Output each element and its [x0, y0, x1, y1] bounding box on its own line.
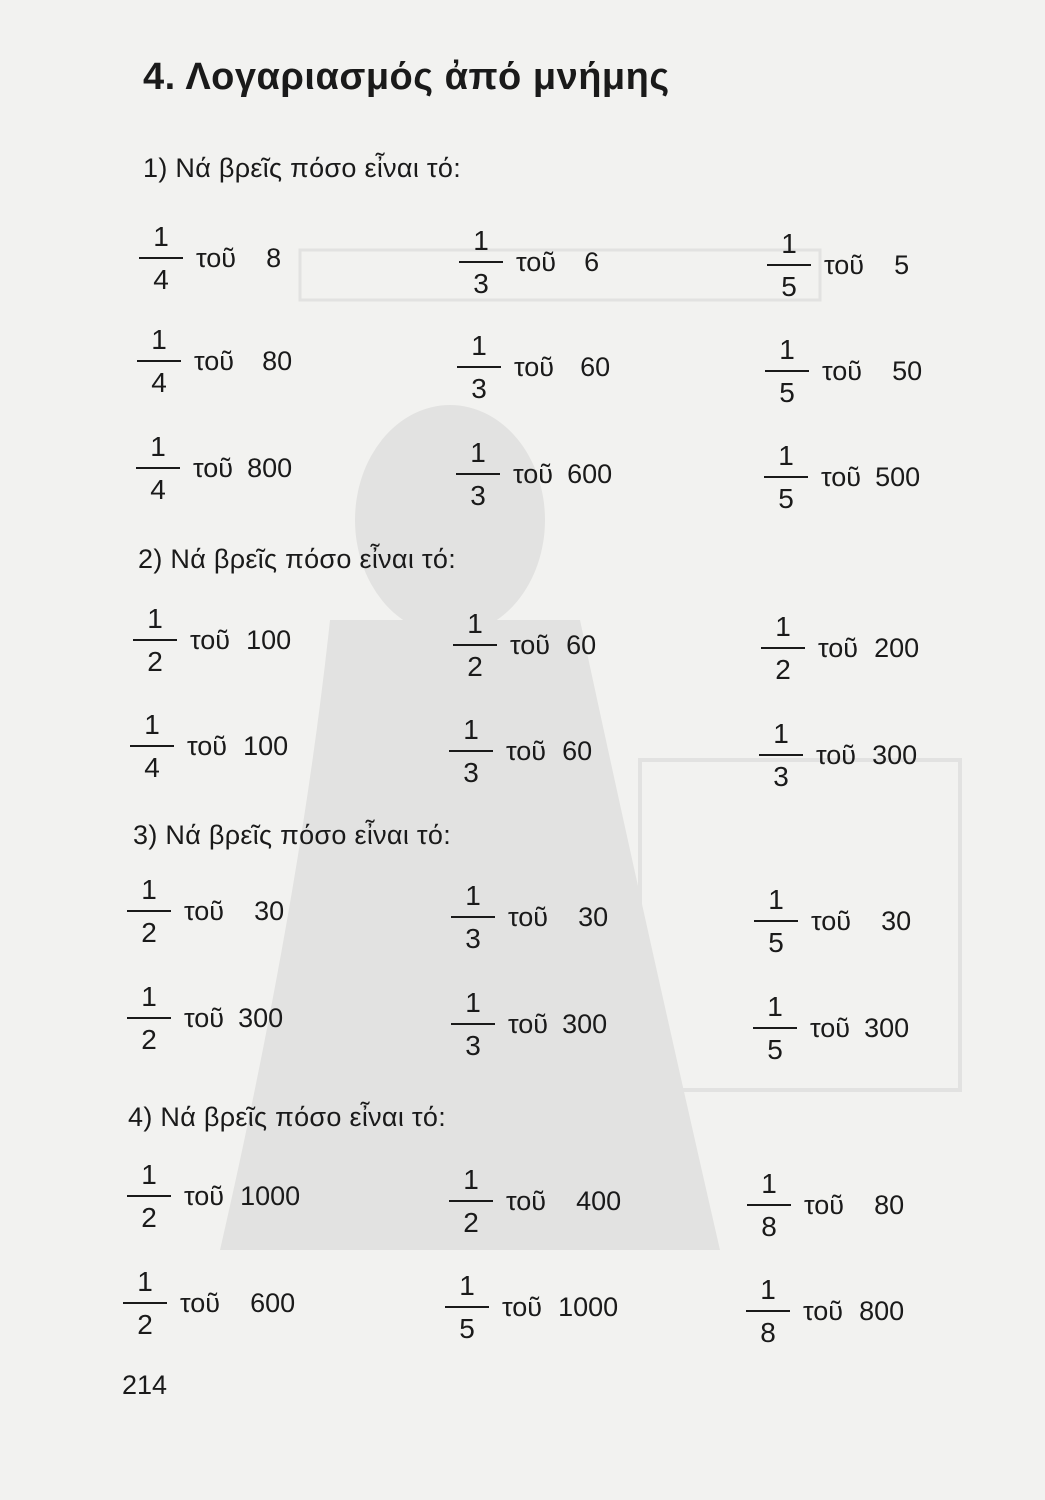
whole-value: 60 [562, 735, 593, 766]
of-word: τοῦ [180, 1287, 221, 1318]
fraction [126, 1158, 172, 1233]
denominator: 3 [470, 479, 486, 511]
denominator: 5 [768, 926, 784, 958]
whole-value: 80 [262, 345, 293, 376]
numerator: 1 [781, 227, 797, 259]
whole-value: 60 [580, 351, 611, 382]
fraction [752, 990, 798, 1065]
page-title: 4. Λογαριασμός ἀπό μνήμης [143, 56, 670, 98]
of-word: τοῦ [196, 242, 237, 273]
whole-value: 6 [584, 246, 600, 277]
denominator: 2 [141, 1201, 157, 1233]
denominator: 8 [761, 1210, 777, 1242]
of-word: τοῦ [184, 895, 225, 926]
whole-value: 50 [892, 355, 923, 386]
fraction [136, 323, 182, 398]
page-number: 214 [122, 1370, 168, 1400]
numerator: 1 [463, 713, 479, 745]
problem-2-1-2 [452, 605, 712, 685]
of-word: τοῦ [818, 632, 859, 663]
of-word: τοῦ [187, 730, 228, 761]
fraction [138, 220, 184, 295]
section-4-heading: 4) Νά βρεῖς πόσο εἶναι τό: [128, 1102, 447, 1132]
of-word: τοῦ [194, 345, 235, 376]
problem-4-1-2 [448, 1161, 708, 1241]
numerator: 1 [779, 333, 795, 365]
numerator: 1 [141, 873, 157, 905]
denominator: 5 [779, 376, 795, 408]
problem-4-2-3 [745, 1271, 1005, 1351]
denominator: 3 [465, 1029, 481, 1061]
numerator: 1 [465, 986, 481, 1018]
problem-3-2-1 [126, 978, 386, 1058]
denominator: 2 [147, 645, 163, 677]
of-word: τοῦ [824, 249, 865, 280]
denominator: 2 [141, 1023, 157, 1055]
problem-3-1-3 [753, 881, 1013, 961]
numerator: 1 [761, 1167, 777, 1199]
denominator: 4 [153, 263, 169, 295]
whole-value: 500 [875, 461, 921, 492]
of-word: τοῦ [516, 246, 557, 277]
problem-4-2-1 [122, 1263, 382, 1343]
fraction [444, 1269, 490, 1344]
whole-value: 200 [874, 632, 920, 663]
numerator: 1 [778, 439, 794, 471]
fraction [758, 717, 804, 792]
whole-value: 800 [247, 452, 293, 483]
denominator: 5 [767, 1033, 783, 1065]
denominator: 4 [144, 751, 160, 783]
problem-1-1-3 [766, 225, 1026, 305]
of-word: τοῦ [514, 351, 555, 382]
whole-value: 8 [266, 242, 282, 273]
fraction [450, 986, 496, 1061]
of-word: τοῦ [810, 1012, 851, 1043]
whole-value: 30 [881, 905, 912, 936]
whole-value: 100 [246, 624, 292, 655]
fraction [448, 1163, 494, 1238]
denominator: 8 [760, 1316, 776, 1348]
whole-value: 100 [243, 730, 289, 761]
of-word: τοῦ [508, 901, 549, 932]
denominator: 2 [141, 916, 157, 948]
problem-2-2-1 [129, 706, 389, 786]
problem-1-2-3 [764, 331, 1024, 411]
numerator: 1 [141, 980, 157, 1012]
problem-2-1-1 [132, 600, 392, 680]
whole-value: 1000 [240, 1180, 301, 1211]
denominator: 2 [775, 653, 791, 685]
fraction [448, 713, 494, 788]
fraction [135, 430, 181, 505]
denominator: 5 [778, 482, 794, 514]
whole-value: 300 [864, 1012, 910, 1043]
of-word: τοῦ [803, 1295, 844, 1326]
whole-value: 600 [567, 458, 613, 489]
fraction [764, 333, 810, 408]
whole-value: 5 [894, 249, 910, 280]
numerator: 1 [151, 323, 167, 355]
fraction [760, 610, 806, 685]
problem-1-2-2 [456, 327, 716, 407]
denominator: 3 [471, 372, 487, 404]
denominator: 3 [773, 760, 789, 792]
fraction [456, 329, 502, 404]
problem-1-1-1 [138, 218, 398, 298]
fraction [450, 879, 496, 954]
problem-2-1-3 [760, 608, 1020, 688]
denominator: 4 [150, 473, 166, 505]
of-word: τοῦ [193, 452, 234, 483]
problem-3-1-2 [450, 877, 710, 957]
of-word: τοῦ [184, 1180, 225, 1211]
of-word: τοῦ [508, 1008, 549, 1039]
problem-2-2-3 [758, 715, 1018, 795]
numerator: 1 [153, 220, 169, 252]
fraction [129, 708, 175, 783]
whole-value: 300 [562, 1008, 608, 1039]
whole-value: 300 [872, 739, 918, 770]
fraction [766, 227, 812, 302]
numerator: 1 [470, 436, 486, 468]
section-2-heading: 2) Νά βρεῖς πόσο εἶναι τό: [138, 544, 457, 574]
fraction [753, 883, 799, 958]
numerator: 1 [467, 607, 483, 639]
section-1-heading: 1) Νά βρεῖς πόσο εἶναι τό: [143, 153, 462, 183]
of-word: τοῦ [816, 739, 857, 770]
denominator: 4 [151, 366, 167, 398]
numerator: 1 [773, 717, 789, 749]
whole-value: 30 [578, 901, 609, 932]
whole-value: 30 [254, 895, 285, 926]
section-3-heading: 3) Νά βρεῖς πόσο εἶναι τό: [133, 820, 452, 850]
whole-value: 80 [874, 1189, 905, 1220]
of-word: τοῦ [513, 458, 554, 489]
problem-1-3-2 [455, 434, 715, 514]
of-word: τοῦ [811, 905, 852, 936]
numerator: 1 [147, 602, 163, 634]
whole-value: 300 [238, 1002, 284, 1033]
of-word: τοῦ [190, 624, 231, 655]
fraction [122, 1265, 168, 1340]
numerator: 1 [465, 879, 481, 911]
whole-value: 600 [250, 1287, 296, 1318]
fraction [452, 607, 498, 682]
denominator: 2 [137, 1308, 153, 1340]
problem-1-3-1 [135, 428, 395, 508]
numerator: 1 [150, 430, 166, 462]
fraction [455, 436, 501, 511]
problem-3-2-3 [752, 988, 1012, 1068]
denominator: 2 [467, 650, 483, 682]
numerator: 1 [768, 883, 784, 915]
numerator: 1 [137, 1265, 153, 1297]
whole-value: 400 [576, 1185, 622, 1216]
problem-1-3-3 [763, 437, 1023, 517]
of-word: τοῦ [821, 461, 862, 492]
whole-value: 60 [566, 629, 597, 660]
fraction [745, 1273, 791, 1348]
numerator: 1 [144, 708, 160, 740]
numerator: 1 [471, 329, 487, 361]
numerator: 1 [459, 1269, 475, 1301]
problem-1-1-2 [458, 222, 718, 302]
of-word: τοῦ [184, 1002, 225, 1033]
denominator: 2 [463, 1206, 479, 1238]
denominator: 5 [781, 270, 797, 302]
fraction [746, 1167, 792, 1242]
of-word: τοῦ [510, 629, 551, 660]
fraction [763, 439, 809, 514]
fraction [458, 224, 504, 299]
numerator: 1 [141, 1158, 157, 1190]
denominator: 3 [465, 922, 481, 954]
problem-3-1-1 [126, 871, 386, 951]
numerator: 1 [473, 224, 489, 256]
numerator: 1 [463, 1163, 479, 1195]
of-word: τοῦ [506, 735, 547, 766]
fraction [126, 980, 172, 1055]
problem-4-2-2 [444, 1267, 704, 1347]
of-word: τοῦ [502, 1291, 543, 1322]
numerator: 1 [767, 990, 783, 1022]
whole-value: 1000 [558, 1291, 619, 1322]
problem-1-2-1 [136, 321, 396, 401]
of-word: τοῦ [506, 1185, 547, 1216]
problem-2-2-2 [448, 711, 708, 791]
denominator: 5 [459, 1312, 475, 1344]
numerator: 1 [775, 610, 791, 642]
numerator: 1 [760, 1273, 776, 1305]
fraction [132, 602, 178, 677]
of-word: τοῦ [822, 355, 863, 386]
denominator: 3 [463, 756, 479, 788]
problem-4-1-1 [126, 1156, 386, 1236]
problem-4-1-3 [746, 1165, 1006, 1245]
whole-value: 800 [859, 1295, 905, 1326]
of-word: τοῦ [804, 1189, 845, 1220]
fraction [126, 873, 172, 948]
denominator: 3 [473, 267, 489, 299]
problem-3-2-2 [450, 984, 710, 1064]
